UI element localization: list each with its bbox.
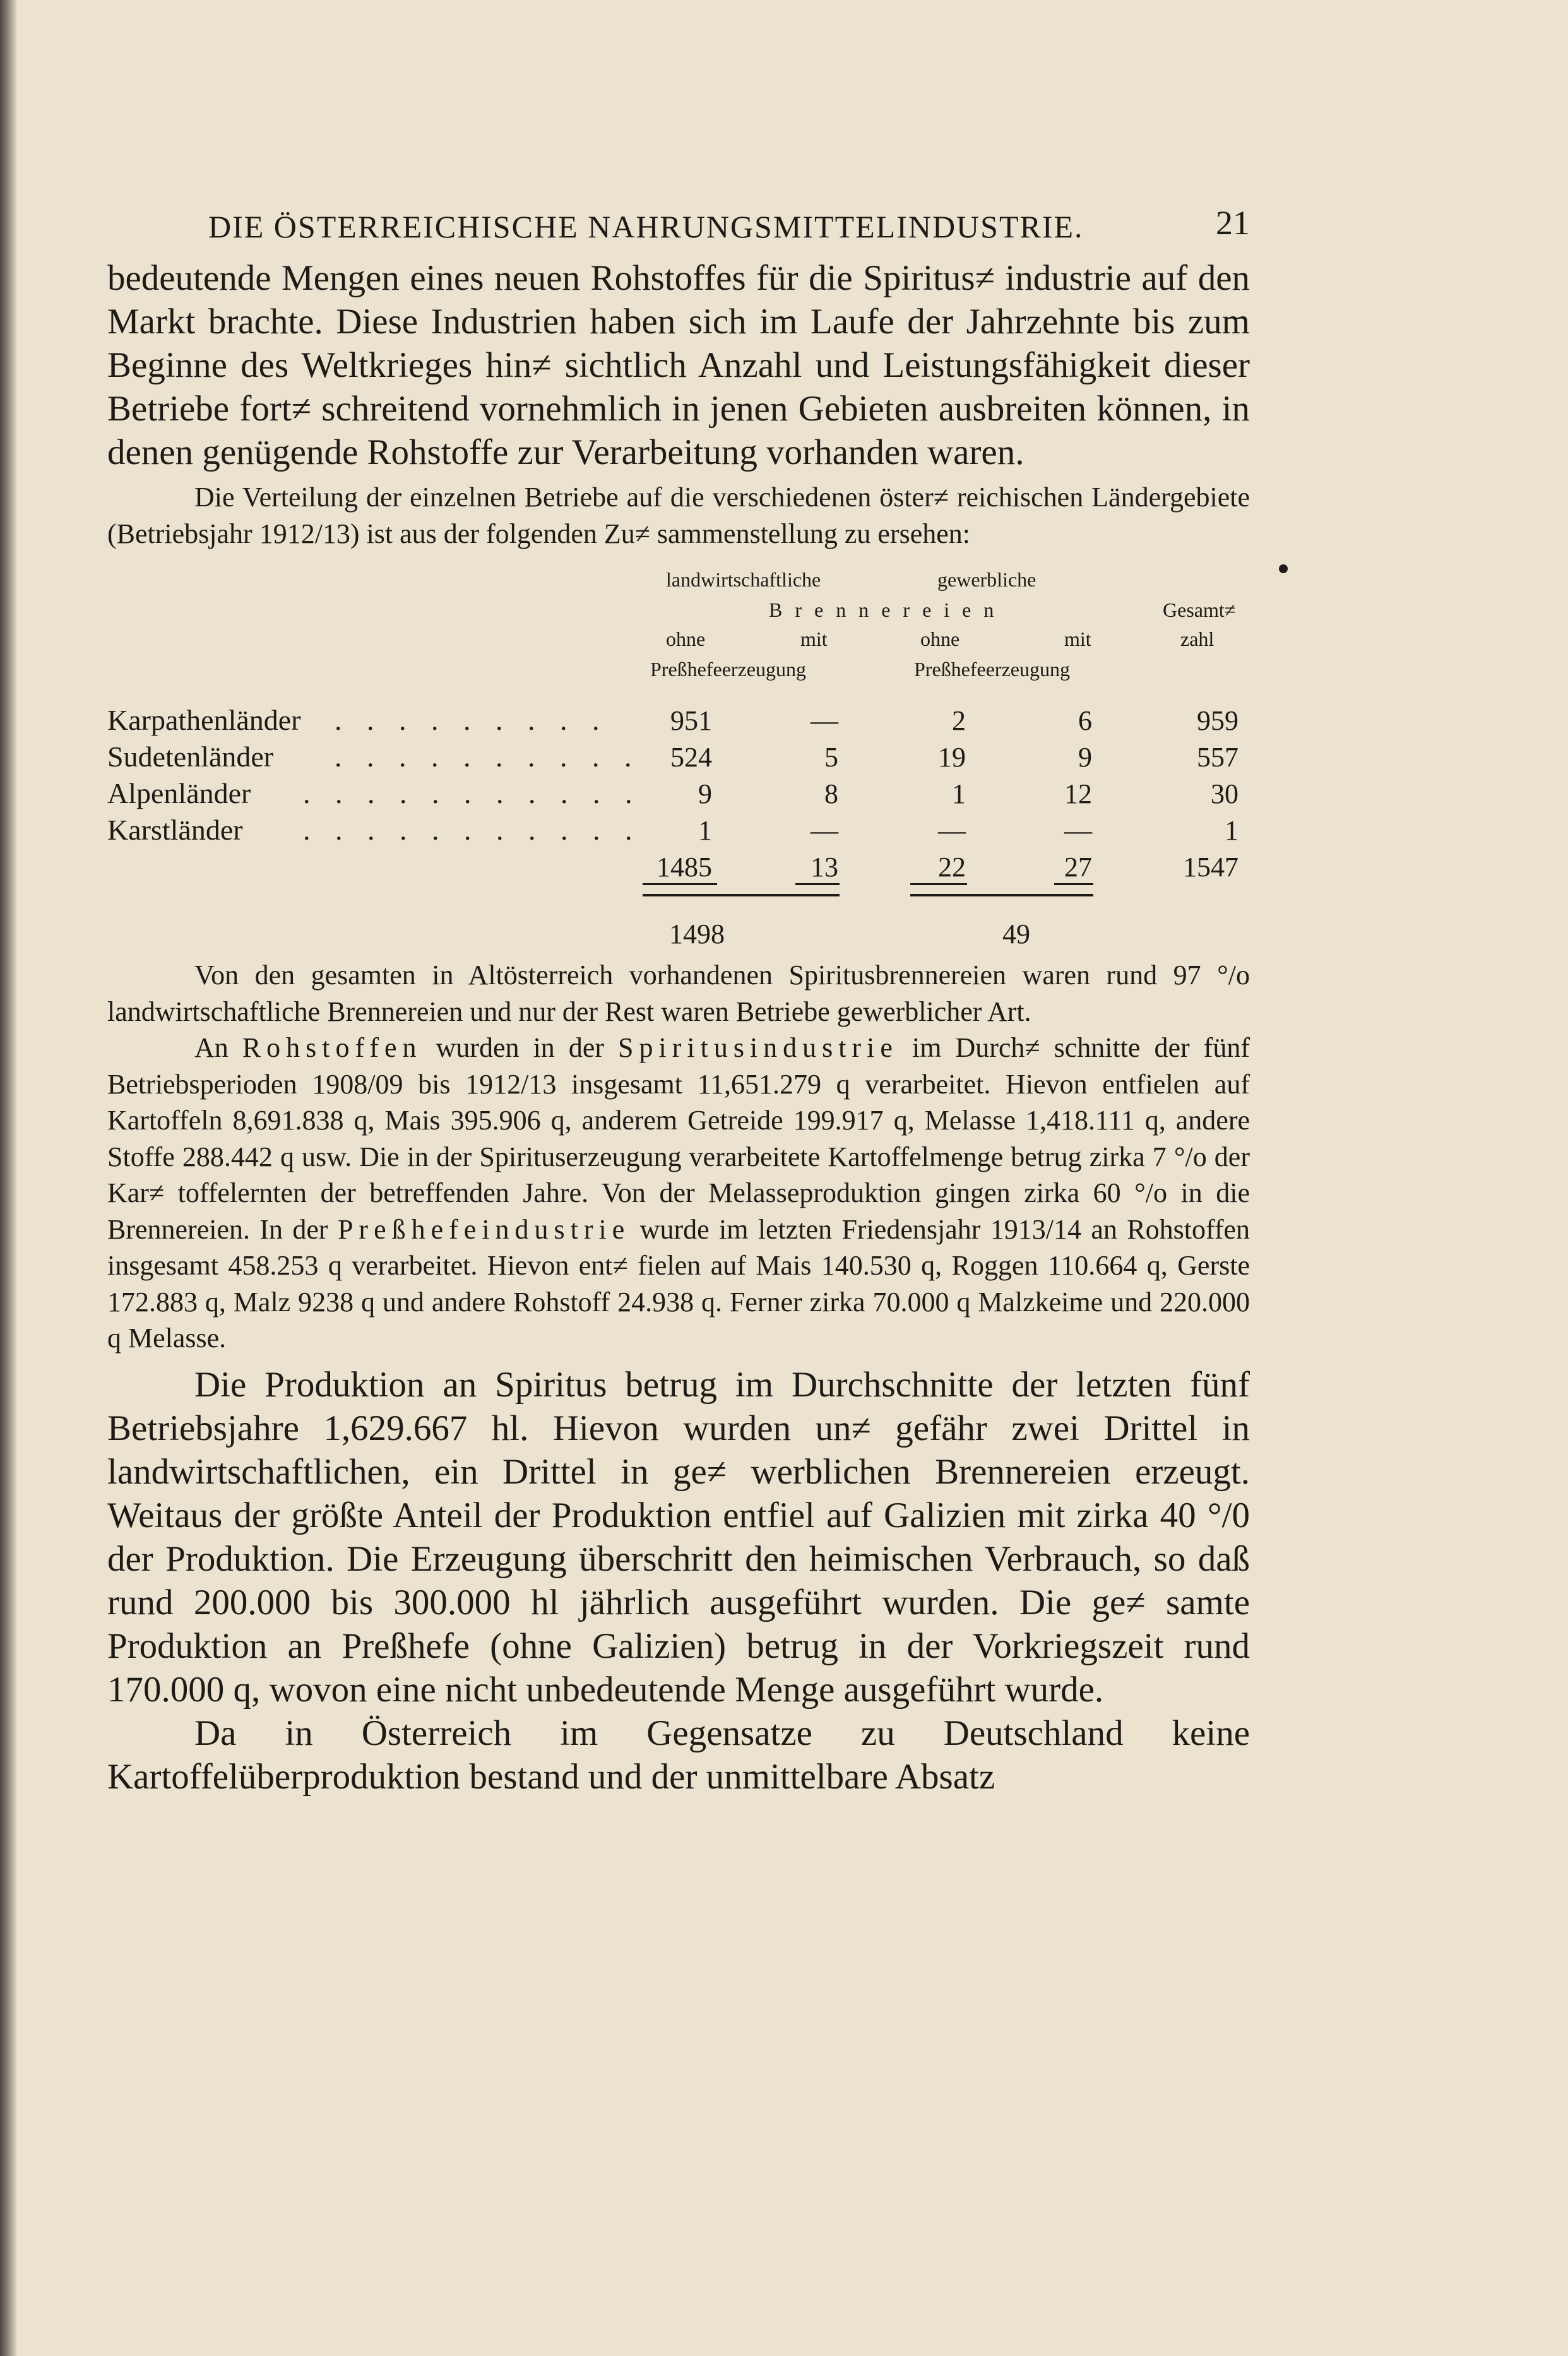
cell: 1 <box>952 778 966 809</box>
spaced-term-rohstoffen: Rohstoffen <box>242 1032 422 1063</box>
distillery-table <box>107 552 1250 918</box>
row-dots: . . . . . . . . . <box>335 704 609 736</box>
cell: 19 <box>938 742 966 773</box>
header-mit-1: mit <box>800 628 828 650</box>
produktion-paragraph: Die Produktion an Spiritus betrug im Durchschnitte der letzten fünf Betriebsjahre 1,629.667 hl. Hievon wurden un≠ gefähr zwei Drittel in landwirtschaftlichen, ein Drittel in ge≠ werblichen Brennereien erzeugt. Weitaus der größte Anteil der Produktion entfiel auf Galizien mit zirka 40 °/0 der Produktion. Die Erzeugung überschritt den heimischen Verbrauch, so daß rund 200.000 bis 300.000 hl jährlich ausgeführt wurden. Die ge≠ samte Produktion an Preßhefe (ohne Galizien) betrug in der Vorkriegszeit rund 170.000 q, wovon eine nicht unbedeutende Menge ausgeführt wurde. <box>107 1364 1250 1710</box>
cell: — <box>938 815 966 846</box>
total-cell: 1485 <box>656 852 712 883</box>
row-label-karpathenlaender: Karpathenländer <box>107 704 301 736</box>
row-label-karstlaender: Karstländer <box>107 814 243 846</box>
total-cell: 1547 <box>1183 852 1238 883</box>
cell: — <box>811 705 838 736</box>
rohstoffe-paragraph <box>107 1030 1250 1357</box>
total-underline <box>910 883 967 885</box>
total-underline <box>1054 883 1093 885</box>
after-table-paragraph: Von den gesamten in Altösterreich vorhandenen Spiritusbrennereien waren rund 97 °/o landwirtschaftliche Brennereien und nur der Rest waren Betriebe gewerblicher Art. <box>107 960 1250 1027</box>
header-ohne-1: ohne <box>666 628 706 650</box>
row-dots: . . . . . . . . . . . <box>303 777 641 809</box>
group-total-gewerbl: 49 <box>1002 919 1030 949</box>
text-run: wurde im letzten Friedensjahr 1913/14 an Rohstoffen insgesamt 458.253 q verarbeitet. Hievon ent≠ fielen auf Mais 140.530 q, Roggen 110.664 q, Gerste 172.883 q, Malz 9238 q und andere Rohstoff 24.938 q. Ferner zirka 70.000 q Malzkeime und 220.000 q Melasse. <box>107 1213 1250 1354</box>
page-edge-shadow <box>0 0 18 2356</box>
cell: 1 <box>1225 815 1238 846</box>
header-group-landw: landwirtschaftliche <box>666 568 821 591</box>
table-intro-paragraph: Die Verteilung der einzelnen Betriebe auf die verschiedenen öster≠ reichischen Ländergebiete (Betriebsjahr 1912/13) ist aus der folgenden Zu≠ sammenstellung zu ersehen: <box>107 482 1250 549</box>
cell: 8 <box>824 778 838 809</box>
group-brace-landw <box>643 894 840 896</box>
page-number: 21 <box>1216 204 1250 242</box>
header-presshefe-2: Preßhefeerzeugung <box>914 658 1070 681</box>
text-run: im Durch≠ schnitte der fünf Betriebsperioden 1908/09 bis 1912/13 insgesamt 11,651.279 q verarbeitet. Hievon entfielen auf Kartoffeln 8,691.838 q, Mais 395.906 q, anderem Getreide 199.917 q, Melasse 1,418.111 q, andere Stoffe 288.442 q usw. Die in der Spirituserzeugung verarbeitete Kartoffelmenge betrug zirka 7 °/o der Kar≠ toffelernten der betreffenden Jahre. Von der Melasseproduktion gingen zirka 60 °/o in die Brennereien. In der <box>107 1032 1250 1245</box>
header-ohne-2: ohne <box>920 628 960 650</box>
cell: — <box>1064 815 1092 846</box>
cell: 951 <box>670 705 712 736</box>
spaced-term-presshefeindustrie: Preßhefeindustrie <box>337 1213 631 1245</box>
group-brace-gewerbl <box>910 894 1093 896</box>
cell: 9 <box>1078 742 1092 773</box>
cell: 9 <box>698 778 712 809</box>
total-underline <box>643 883 717 885</box>
group-total-landw: 1498 <box>669 919 725 949</box>
row-label-sudetenlaender: Sudetenländer <box>107 741 274 773</box>
cell: 959 <box>1197 705 1238 736</box>
cell: 1 <box>698 815 712 846</box>
header-group-gewerbl: gewerbliche <box>937 568 1036 591</box>
text-run: An <box>194 1032 242 1063</box>
total-cell: 13 <box>811 852 838 883</box>
total-cell: 22 <box>938 852 966 883</box>
cell: 524 <box>670 742 712 773</box>
spaced-term-spiritusindustrie: Spiritusindustrie <box>618 1032 898 1063</box>
running-head <box>107 189 1250 253</box>
row-dots: . . . . . . . . . . . <box>303 814 641 846</box>
cell: 5 <box>824 742 838 773</box>
total-cell: 27 <box>1064 852 1092 883</box>
cell: — <box>811 815 838 846</box>
cell: 557 <box>1197 742 1238 773</box>
row-label-alpenlaender: Alpenländer <box>107 777 251 809</box>
book-page <box>107 189 1250 1799</box>
row-dots: . . . . . . . . . . <box>335 741 641 773</box>
text-run: wurden in der <box>422 1032 619 1063</box>
total-underline <box>795 883 840 885</box>
header-mit-2: mit <box>1064 628 1091 650</box>
cell: 2 <box>952 705 966 736</box>
intro-paragraph: bedeutende Mengen eines neuen Rohstoffes für die Spiritus≠ industrie auf den Markt brachte. Diese Industrien haben sich im Laufe der Jahrzehnte bis zum Beginne des Weltkrieges hin≠ sichtlich Anzahl und Leistungsfähigkeit dieser Betriebe fort≠ schreitend vornehmlich in jenen Gebieten ausbreiten können, in denen genügende Rohstoffe zur Verarbeitung vorhanden waren. <box>107 258 1250 472</box>
final-paragraph: Da in Österreich im Gegensatze zu Deutschland keine Kartoffelüberproduktion bestand und der unmittelbare Absatz <box>107 1713 1250 1797</box>
cell: 12 <box>1064 778 1092 809</box>
margin-dot <box>1279 564 1288 573</box>
header-gesamt: Gesamt≠ <box>1163 598 1236 621</box>
cell: 6 <box>1078 705 1092 736</box>
header-brennereien: B r e n n e r e i e n <box>769 598 998 621</box>
header-zahl: zahl <box>1180 628 1215 650</box>
running-title: DIE ÖSTERREICHISCHE NAHRUNGSMITTELINDUSTRIE. <box>208 209 1084 244</box>
cell: 30 <box>1211 778 1238 809</box>
header-presshefe-1: Preßhefeerzeugung <box>650 658 806 681</box>
